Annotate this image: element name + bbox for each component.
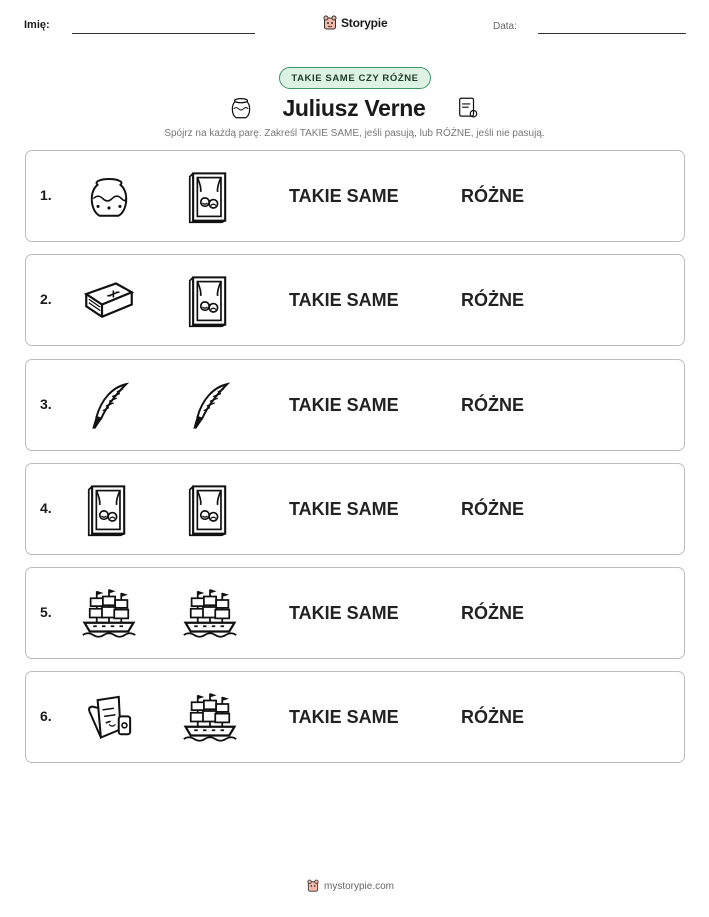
theater-book-icon	[81, 482, 137, 538]
pair-row	[25, 671, 685, 763]
option-same[interactable]: TAKIE SAME	[289, 707, 399, 727]
ship-icon	[182, 586, 238, 642]
option-different[interactable]: RÓŻNE	[461, 499, 524, 519]
pair-row	[25, 150, 685, 242]
pair-row	[25, 567, 685, 659]
date-label: Data:	[493, 21, 517, 32]
pot-icon	[81, 169, 137, 225]
option-different[interactable]: RÓŻNE	[461, 603, 524, 623]
law-book-icon	[81, 273, 137, 329]
worksheet-badge: TAKIE SAME CZY RÓŻNE	[279, 67, 431, 89]
option-different[interactable]: RÓŻNE	[461, 707, 524, 727]
storypie-mascot-icon	[323, 15, 337, 31]
option-different[interactable]: RÓŻNE	[461, 186, 524, 206]
row-number: 4.	[40, 500, 52, 516]
instructions: Spójrz na każdą parę. Zakreśl TAKIE SAME, jeśli pasują, lub RÓŻNE, jeśli nie pasują.	[164, 128, 545, 139]
option-different[interactable]: RÓŻNE	[461, 395, 524, 415]
theater-book-icon	[182, 169, 238, 225]
row-number: 5.	[40, 604, 52, 620]
scroll-icon	[454, 95, 480, 121]
ship-icon	[81, 586, 137, 642]
date-line	[538, 33, 686, 34]
option-different[interactable]: RÓŻNE	[461, 290, 524, 310]
footer-url: mystorypie.com	[324, 880, 395, 892]
scroll-icon	[81, 690, 137, 746]
quill-icon	[182, 378, 238, 434]
option-same[interactable]: TAKIE SAME	[289, 603, 399, 623]
pair-row	[25, 463, 685, 555]
pair-row	[25, 359, 685, 451]
row-number: 2.	[40, 291, 52, 307]
name-line	[72, 33, 255, 34]
page-title: Juliusz Verne	[282, 94, 426, 121]
footer	[307, 879, 394, 893]
pot-icon	[228, 95, 254, 121]
row-number: 1.	[40, 187, 52, 203]
ship-icon	[182, 690, 238, 746]
row-number: 3.	[40, 396, 52, 412]
option-same[interactable]: TAKIE SAME	[289, 290, 399, 310]
theater-book-icon	[182, 273, 238, 329]
brand-name: Storypie	[341, 16, 388, 30]
row-number: 6.	[40, 708, 52, 724]
option-same[interactable]: TAKIE SAME	[289, 499, 399, 519]
pair-row	[25, 254, 685, 346]
option-same[interactable]: TAKIE SAME	[289, 186, 399, 206]
title-row	[228, 91, 480, 125]
brand-logo	[323, 13, 387, 33]
quill-icon	[81, 378, 137, 434]
theater-book-icon	[182, 482, 238, 538]
name-label: Imię:	[24, 19, 50, 31]
storypie-mascot-icon	[307, 879, 319, 893]
option-same[interactable]: TAKIE SAME	[289, 395, 399, 415]
